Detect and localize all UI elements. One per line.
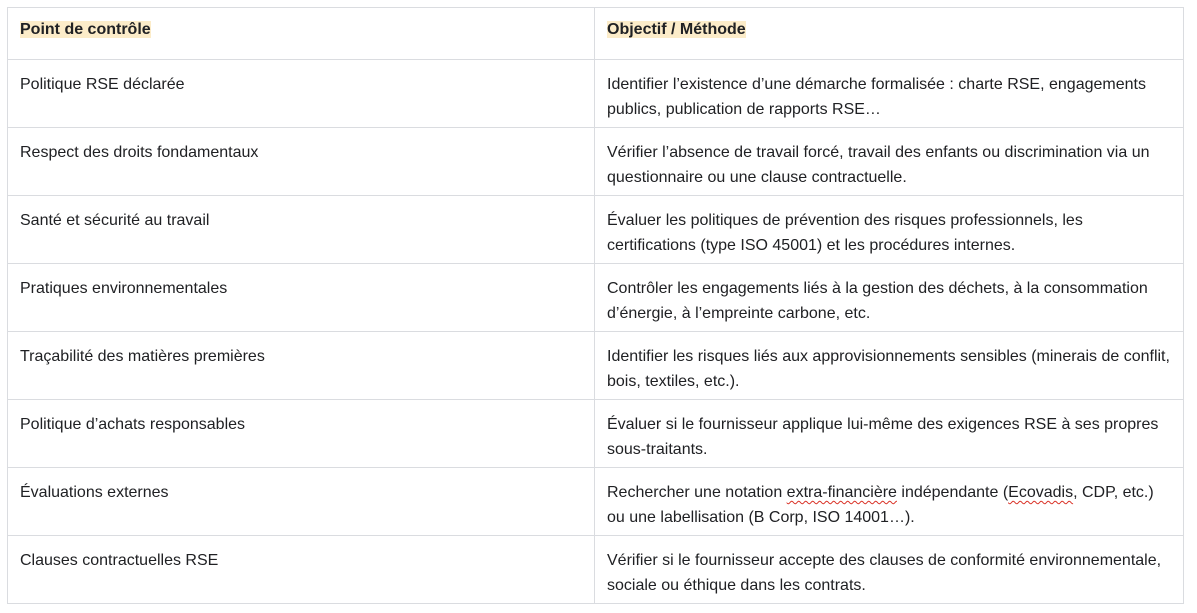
cell-objectif: Identifier les risques liés aux approvisionnements sensibles (minerais de conflit, bois, textiles, etc.).	[595, 332, 1184, 400]
cell-objectif: Évaluer si le fournisseur applique lui-même des exigences RSE à ses propres sous-traitants.	[595, 400, 1184, 468]
cell-point: Politique RSE déclarée	[8, 60, 595, 128]
table-row	[8, 196, 1184, 264]
cell-objectif: Évaluer les politiques de prévention des risques professionnels, les certifications (type ISO 45001) et les procédures internes.	[595, 196, 1184, 264]
cell-objectif	[595, 468, 1184, 536]
table-header-row	[8, 8, 1184, 60]
header-point-de-controle	[8, 8, 595, 60]
table-row	[8, 468, 1184, 536]
text-segment: Rechercher une notation	[607, 484, 787, 501]
header-objectif-methode	[595, 8, 1184, 60]
cell-point: Respect des droits fondamentaux	[8, 128, 595, 196]
cell-point: Traçabilité des matières premières	[8, 332, 595, 400]
table-row	[8, 264, 1184, 332]
cell-objectif: Identifier l’existence d’une démarche formalisée : charte RSE, engagements publics, publication de rapports RSE…	[595, 60, 1184, 128]
cell-objectif: Vérifier si le fournisseur accepte des clauses de conformité environnementale, sociale ou éthique dans les contrats.	[595, 536, 1184, 604]
cell-point: Santé et sécurité au travail	[8, 196, 595, 264]
table-row	[8, 128, 1184, 196]
document-body	[7, 7, 1184, 604]
cell-point: Pratiques environnementales	[8, 264, 595, 332]
text-segment: indépendante (	[896, 484, 1009, 501]
text-segment: , CDP, etc.) ou une labellisation (B Corp, ISO 14001…).	[607, 484, 1154, 526]
header-label: Point de contrôle	[20, 21, 151, 38]
table-row	[8, 400, 1184, 468]
cell-point: Clauses contractuelles RSE	[8, 536, 595, 604]
spellcheck-flagged-word[interactable]: Ecovadis	[1008, 484, 1074, 501]
table-row	[8, 332, 1184, 400]
cell-objectif: Contrôler les engagements liés à la gestion des déchets, à la consommation d’énergie, à l’empreinte carbone, etc.	[595, 264, 1184, 332]
rse-control-table	[7, 7, 1184, 604]
cell-point: Politique d’achats responsables	[8, 400, 595, 468]
cell-point: Évaluations externes	[8, 468, 595, 536]
table-row	[8, 60, 1184, 128]
table-row	[8, 536, 1184, 604]
spellcheck-flagged-word[interactable]: extra-financière	[786, 484, 897, 501]
header-label: Objectif / Méthode	[607, 21, 746, 38]
cell-objectif: Vérifier l’absence de travail forcé, travail des enfants ou discrimination via un questionnaire ou une clause contractuelle.	[595, 128, 1184, 196]
